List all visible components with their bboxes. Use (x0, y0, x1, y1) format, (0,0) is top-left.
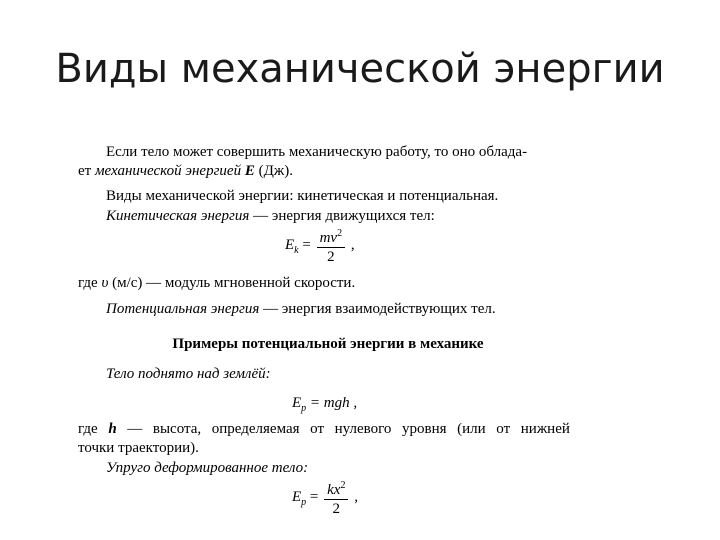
formula-rhs: = mgh , (306, 395, 358, 411)
formula-potential-spring (292, 478, 358, 517)
formula-potential-height (292, 395, 357, 414)
fraction (324, 478, 348, 517)
numerator: mv (319, 230, 338, 246)
unit-text: (Дж). (254, 163, 293, 179)
formula-sub: p (301, 496, 307, 508)
word: — (127, 421, 143, 437)
paragraph-7-line-1 (78, 420, 570, 438)
text: — энергия движущихся тел: (249, 208, 435, 224)
numerator-exponent: 2 (337, 228, 343, 239)
paragraph-2: Виды механической энергии: кинетическая и потенциальная. (106, 188, 499, 204)
text: (м/с) — модуль мгновенной скорости. (108, 275, 356, 291)
formula-lhs: E (292, 488, 302, 505)
symbol-v: υ (101, 275, 109, 291)
fraction (317, 226, 346, 265)
text: — энергия взаимодействующих тел. (259, 301, 496, 317)
paragraph-1-line-2 (78, 162, 293, 180)
formula-tail: , (347, 236, 355, 253)
word: определяемая (211, 421, 300, 437)
denominator: 2 (327, 249, 335, 265)
formula-kinetic-energy (285, 226, 355, 265)
word: нижней (520, 421, 570, 437)
formula-eq: = (306, 488, 323, 505)
formula-sub: p (301, 403, 307, 414)
word: от (496, 421, 511, 437)
formula-lhs: E (292, 395, 302, 411)
word: от (310, 421, 325, 437)
word: высота, (152, 421, 202, 437)
term-potential-energy: Потенциальная энергия (106, 301, 260, 317)
word: уровня (402, 421, 447, 437)
paragraph-1-line-1: Если тело может совершить механическую работу, то оно облада- (106, 144, 528, 160)
paragraph-4 (78, 274, 355, 292)
term-kinetic-energy: Кинетическая энергия (106, 208, 250, 224)
symbol-E: E (244, 163, 255, 179)
formula-tail: , (350, 488, 358, 505)
numerator: kx (327, 482, 341, 498)
term-mechanical-energy: механической энергией (94, 163, 242, 179)
denominator: 2 (332, 501, 341, 517)
text: где (78, 275, 102, 291)
formula-lhs: E (285, 236, 295, 253)
paragraph-3 (106, 207, 435, 225)
formula-eq: = (298, 236, 315, 253)
word: где (78, 421, 98, 437)
paragraph-6: Тело поднято над землёй: (106, 366, 271, 382)
paragraph-8: Упруго деформированное тело: (106, 460, 309, 476)
formula-sub: k (294, 244, 299, 256)
section-heading: Примеры потенциальной энергии в механике (172, 336, 484, 352)
paragraph-7-line-2: точки траектории). (78, 440, 199, 456)
slide-title: Виды механической энергии (55, 46, 665, 92)
word: нулевого (334, 421, 392, 437)
word: (или (457, 421, 486, 437)
paragraph-5 (106, 300, 496, 318)
numerator-exponent: 2 (340, 480, 346, 491)
symbol-h: h (108, 421, 117, 437)
text: ет (78, 163, 95, 179)
